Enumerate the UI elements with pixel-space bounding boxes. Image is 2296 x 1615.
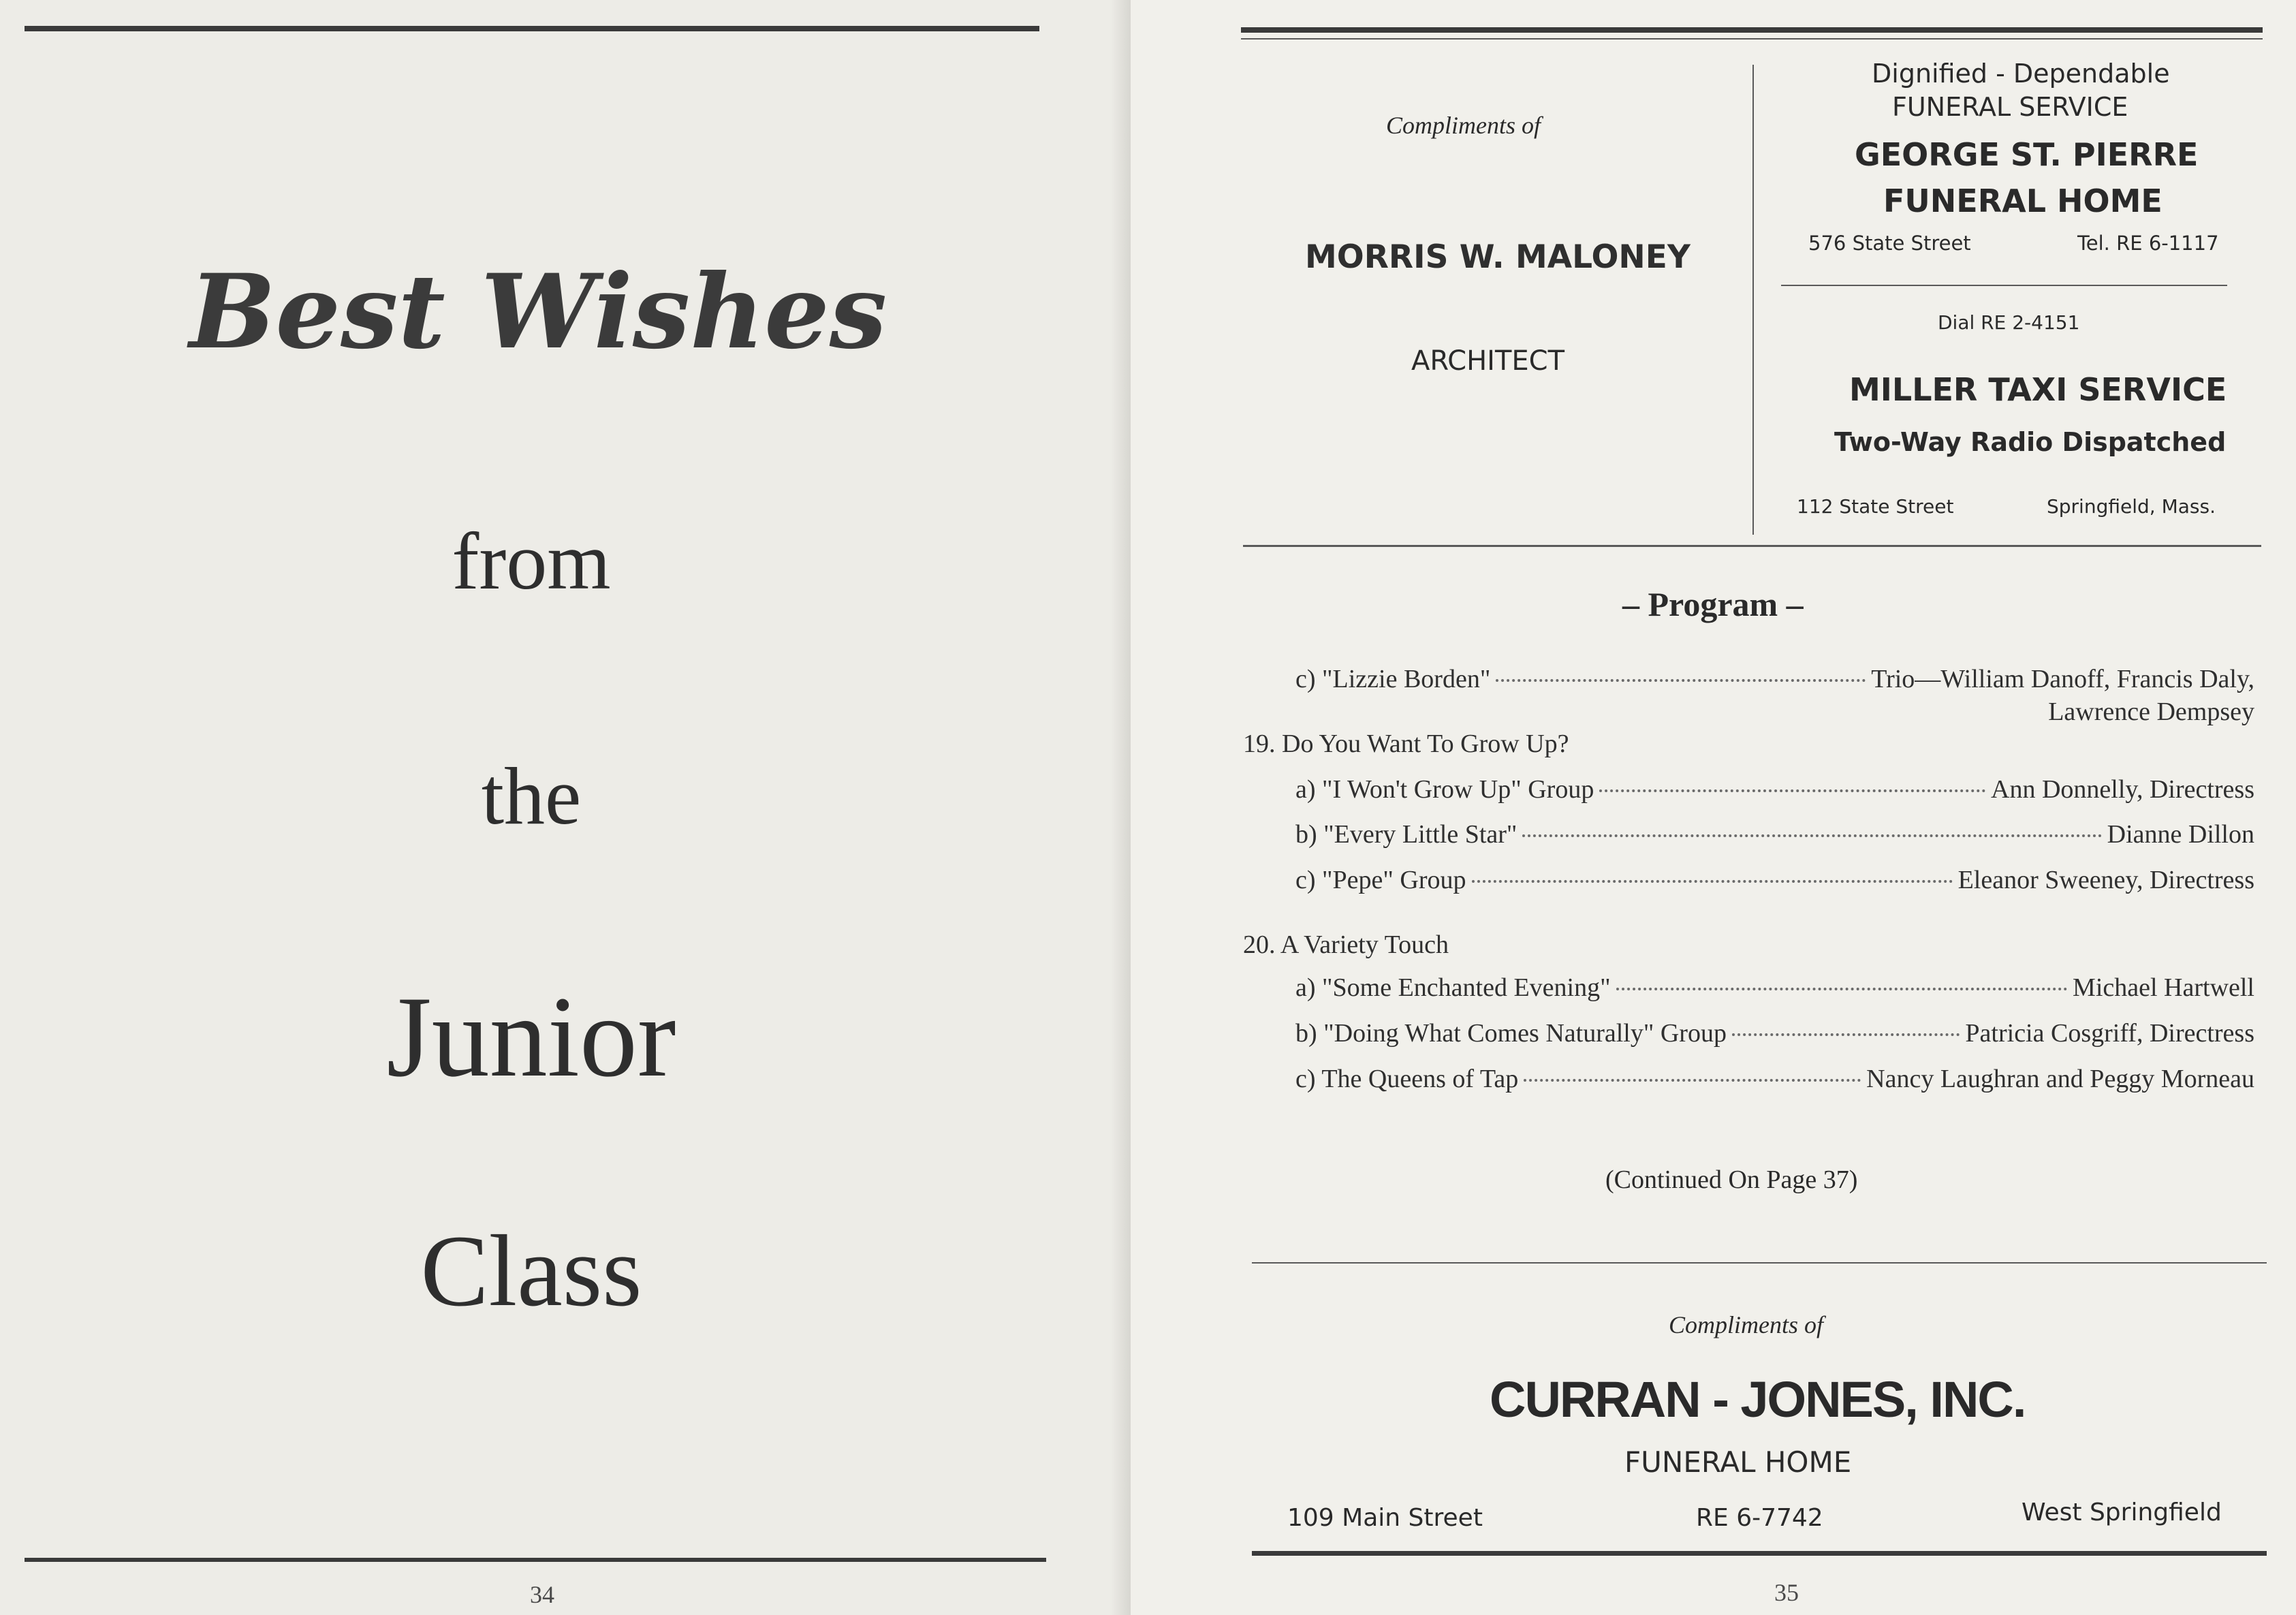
miller-tagline: Two-Way Radio Dispatched <box>1834 427 2227 457</box>
leader-dots <box>1599 789 1985 792</box>
program-item-performer: Michael Hartwell <box>2073 973 2254 1002</box>
program-heading: – Program – <box>1622 585 1804 623</box>
curran-phone: RE 6-7742 <box>1696 1504 1823 1532</box>
miller-address: 112 State Street <box>1797 495 1954 518</box>
miller-city: Springfield, Mass. <box>2047 495 2216 518</box>
program-line <box>1243 930 2254 960</box>
miller-name: MILLER TAXI SERVICE <box>1849 371 2227 408</box>
program-item-title: b) "Every Little Star" <box>1295 820 1517 849</box>
program-item-title: c) "Pepe" Group <box>1295 866 1466 894</box>
st-pierre-tagline: Dignified - Dependable <box>1872 59 2170 89</box>
program-item-performer: Lawrence Dempsey <box>2048 697 2254 726</box>
miller-dial: Dial RE 2-4151 <box>1938 311 2080 334</box>
program-line <box>1295 664 2254 694</box>
leader-dots <box>1472 880 1953 883</box>
bottom-rule <box>1252 1551 2267 1556</box>
st-pierre-home: FUNERAL HOME <box>1883 183 2163 219</box>
leader-dots <box>1732 1033 1960 1036</box>
program-line <box>1295 819 2254 849</box>
program-item-title: a) "Some Enchanted Evening" <box>1295 973 1611 1002</box>
program-item-title: 20. A Variety Touch <box>1243 930 1449 959</box>
program-line <box>1295 865 2254 895</box>
program-item-performer: Trio—William Danoff, Francis Daly, <box>1871 665 2254 693</box>
program-item-performer: Dianne Dillon <box>2107 820 2254 849</box>
program-item-title: a) "I Won't Grow Up" Group <box>1295 775 1594 804</box>
compliments-text: Compliments of <box>1669 1311 1824 1338</box>
program-item-performer: Patricia Cosgriff, Directress <box>1965 1019 2254 1048</box>
leader-dots <box>1496 679 1866 682</box>
top-rule <box>1241 27 2263 33</box>
curran-address: 109 Main Street <box>1287 1504 1483 1532</box>
curran-name: CURRAN - JONES, INC. <box>1490 1371 2026 1428</box>
leader-dots <box>1616 988 2067 990</box>
program-line <box>1295 774 2254 804</box>
program-line <box>1243 729 2254 759</box>
leader-dots <box>1522 834 2101 837</box>
st-pierre-address: 576 State Street <box>1808 232 1971 255</box>
page-number: 34 <box>530 1581 554 1608</box>
curran-type: FUNERAL HOME <box>1624 1445 1852 1479</box>
top-rule-thin <box>1241 38 2263 40</box>
best-wishes-heading: Best Wishes <box>189 252 887 372</box>
left-page <box>0 0 1131 1615</box>
st-pierre-phone: Tel. RE 6-1117 <box>2077 232 2219 255</box>
leader-dots <box>1524 1079 1861 1082</box>
from-text: from <box>452 516 611 606</box>
program-line <box>1295 697 2254 727</box>
st-pierre-service: FUNERAL SERVICE <box>1892 92 2128 122</box>
program-bottom-rule <box>1252 1262 2267 1264</box>
program-item-performer: Ann Donnelly, Directress <box>1991 775 2254 804</box>
program-item-title: c) "Lizzie Borden" <box>1295 665 1491 693</box>
class-text: Class <box>420 1214 642 1328</box>
architect-title: ARCHITECT <box>1411 345 1565 377</box>
the-text: the <box>481 751 582 841</box>
right-page <box>1131 0 2296 1615</box>
program-line <box>1295 1064 2254 1094</box>
ad-divider-horizontal <box>1781 285 2227 286</box>
program-item-title: c) The Queens of Tap <box>1295 1065 1519 1093</box>
top-rule <box>25 26 1039 31</box>
curran-city: West Springfield <box>2022 1499 2222 1526</box>
program-item-performer: Eleanor Sweeney, Directress <box>1957 866 2254 894</box>
st-pierre-name: GEORGE ST. PIERRE <box>1855 136 2199 173</box>
program-item-performer: Nancy Laughran and Peggy Morneau <box>1866 1065 2254 1093</box>
ad-divider-vertical <box>1752 65 1754 535</box>
junior-text: Junior <box>386 973 676 1101</box>
ads-bottom-rule <box>1243 545 2261 547</box>
bottom-rule <box>25 1558 1046 1562</box>
program-item-title: 19. Do You Want To Grow Up? <box>1243 730 1569 758</box>
continued-note: (Continued On Page 37) <box>1605 1165 1858 1194</box>
program-item-title: b) "Doing What Comes Naturally" Group <box>1295 1019 1727 1048</box>
program-line <box>1295 1018 2254 1048</box>
page-number: 35 <box>1774 1579 1799 1606</box>
maloney-name: MORRIS W. MALONEY <box>1305 238 1690 276</box>
program-line <box>1295 973 2254 1003</box>
compliments-text: Compliments of <box>1386 112 1541 139</box>
